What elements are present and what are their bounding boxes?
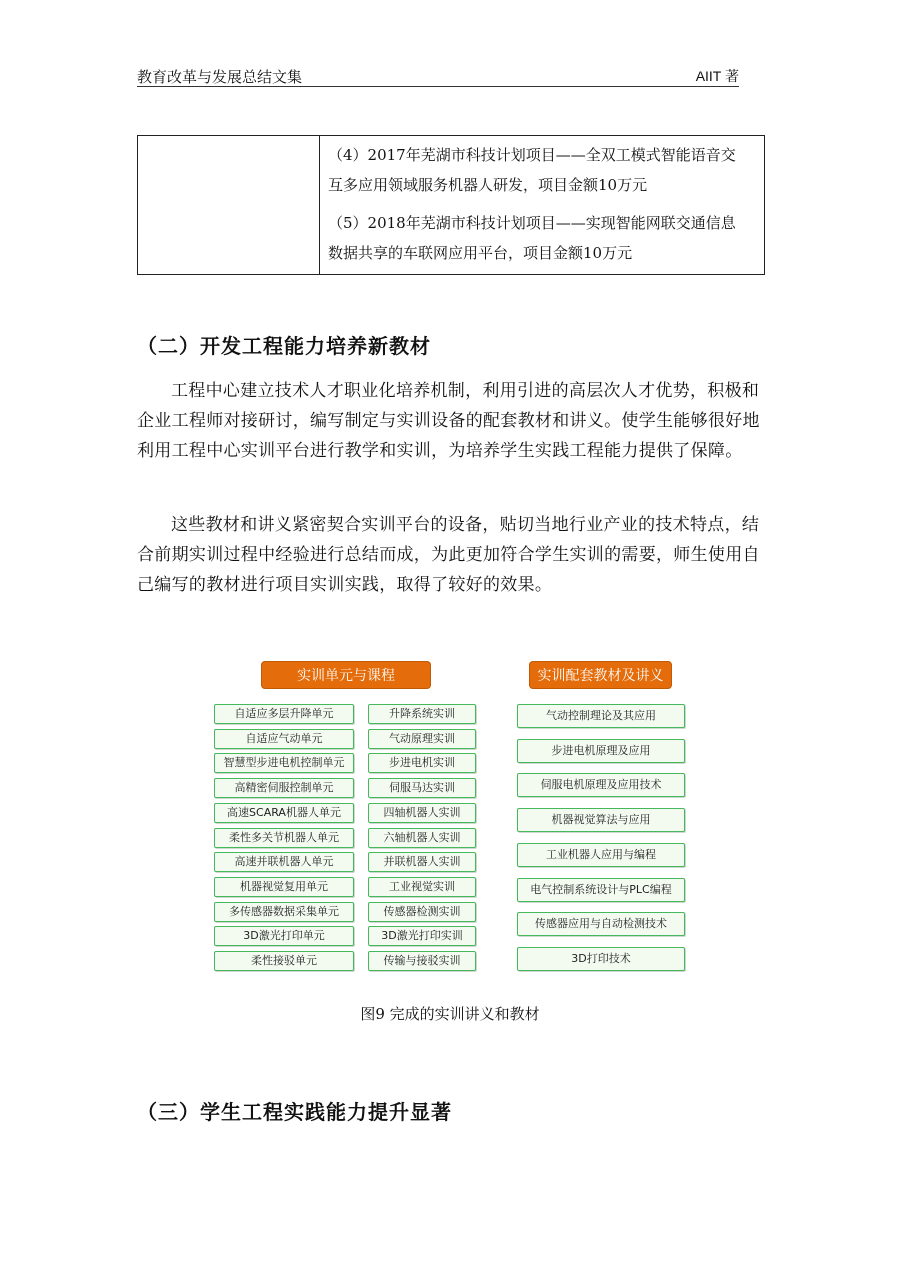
paragraph: 工程中心建立技术人才职业化培养机制，利用引进的高层次人才优势，积极和企业工程师对接研讨，编写制定与实训设备的配套教材和讲义。使学生能够很好地利用工程中心实训平台进行教学和实训，为培养学生实践工程能力提供了保障。 — [137, 381, 760, 461]
project-line: 互多应用领域服务机器人研发，项目金额10万元 — [328, 176, 648, 194]
table-right-cell — [328, 140, 758, 276]
running-header — [137, 66, 739, 87]
collection-title: 教育改革与发展总结文集 — [137, 68, 303, 86]
course-box: 工业视觉实训 — [368, 877, 476, 897]
material-box: 伺服电机原理及应用技术 — [517, 773, 685, 797]
course-box: 伺服马达实训 — [368, 778, 476, 798]
course-box: 传输与接驳实训 — [368, 951, 476, 971]
unit-box: 3D激光打印单元 — [214, 926, 354, 946]
course-box: 并联机器人实训 — [368, 852, 476, 872]
project-item — [328, 140, 758, 200]
section-heading-3: （三）学生工程实践能力提升显著 — [137, 1100, 452, 1124]
unit-box: 机器视觉复用单元 — [214, 877, 354, 897]
unit-box: 自适应气动单元 — [214, 729, 354, 749]
unit-box: 高速SCARA机器人单元 — [214, 803, 354, 823]
figure-caption: 图9 完成的实训讲义和教材 — [360, 1005, 540, 1023]
table-left-cell — [138, 136, 320, 274]
course-box: 3D激光打印实训 — [368, 926, 476, 946]
unit-box: 柔性接驳单元 — [214, 951, 354, 971]
section-heading-2: （二）开发工程能力培养新教材 — [137, 334, 431, 358]
course-box: 升降系统实训 — [368, 704, 476, 724]
project-item — [328, 208, 758, 268]
course-box: 气动原理实训 — [368, 729, 476, 749]
material-box: 气动控制理论及其应用 — [517, 704, 685, 728]
unit-box: 智慧型步进电机控制单元 — [214, 753, 354, 773]
material-box: 机器视觉算法与应用 — [517, 808, 685, 832]
project-line: （5）2018年芜湖市科技计划项目——实现智能网联交通信息 — [328, 214, 736, 232]
material-box: 3D打印技术 — [517, 947, 685, 971]
material-box: 步进电机原理及应用 — [517, 739, 685, 763]
unit-box: 自适应多层升降单元 — [214, 704, 354, 724]
materials-title: 实训配套教材及讲义 — [529, 661, 672, 689]
material-box: 电气控制系统设计与PLC编程 — [517, 878, 685, 902]
unit-box: 高速并联机器人单元 — [214, 852, 354, 872]
unit-box: 高精密伺服控制单元 — [214, 778, 354, 798]
author-label: AIIT 著 — [695, 68, 739, 84]
units-courses-title: 实训单元与课程 — [261, 661, 431, 689]
unit-box: 柔性多关节机器人单元 — [214, 828, 354, 848]
course-box: 四轴机器人实训 — [368, 803, 476, 823]
project-line: （4）2017年芜湖市科技计划项目——全双工模式智能语音交 — [328, 146, 736, 164]
course-box: 六轴机器人实训 — [368, 828, 476, 848]
course-box: 传感器检测实训 — [368, 902, 476, 922]
figure-9 — [205, 655, 695, 980]
material-box: 工业机器人应用与编程 — [517, 843, 685, 867]
paragraph: 这些教材和讲义紧密契合实训平台的设备，贴切当地行业产业的技术特点，结合前期实训过程中经验进行总结而成，为此更加符合学生实训的需要，师生使用自己编写的教材进行项目实训实践，取得了较好的效果。 — [137, 515, 760, 595]
project-line: 数据共享的车联网应用平台，项目金额10万元 — [328, 244, 633, 262]
material-box: 传感器应用与自动检测技术 — [517, 912, 685, 936]
course-box: 步进电机实训 — [368, 753, 476, 773]
project-table — [137, 135, 765, 275]
unit-box: 多传感器数据采集单元 — [214, 902, 354, 922]
